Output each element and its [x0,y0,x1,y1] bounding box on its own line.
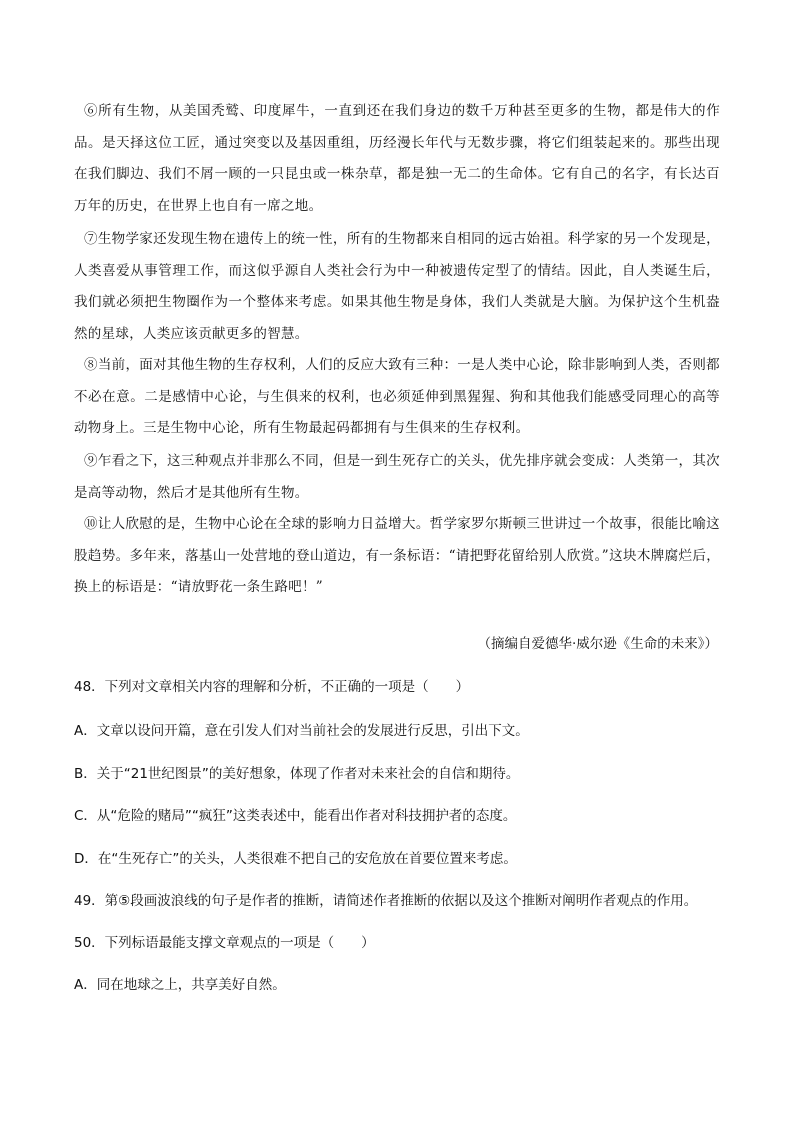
question-48: 48．下列对文章相关内容的理解和分析，不正确的一项是（ ） [74,679,470,695]
question-49: 49．第⑤段画波浪线的句子是作者的推断，请简述作者推断的依据以及这个推断对阐明作者观点的作用。 [74,893,698,909]
paragraph-9 [74,446,720,509]
paragraph-6-rest: 作品。是天择这位工匠，通过突变以及基因重组，历经漫长年代与无数步骤，将它们组装起来的。那些出现在我们脚边、我们不屑一顾的一只昆虫或一株杂草，都是独一无二的生命体。它有自己的名字，有长达百万年的历史，在世界上也自有一席之地。 [74,103,720,214]
paragraph-6 [74,96,720,222]
question-50: 50．下列标语最能支撑文章观点的一项是（ ） [74,935,375,951]
paragraph-10-first-line: ⑩让人欣慰的是，生物中心论在全球的影响力日益增大。哲学家罗尔斯顿三世讲过一个故事，很能比 [84,516,693,532]
question-48-option-c: C．从“危险的赌局”“疯狂”这类表述中，能看出作者对科技拥护者的态度。 [74,808,517,824]
paragraph-9-first-line: ⑨乍看之下，这三种观点并非那么不同，但是一到生死存亡的关头，优先排序就会变成：人类第一， [84,453,693,469]
paragraph-8 [74,350,720,445]
paragraph-6-first-line: ⑥所有生物，从美国秃鹫、印度犀牛，一直到还在我们身边的数千万种甚至更多的生物，都是伟大的 [84,103,707,119]
question-48-option-b: B．关于“21世纪图景”的美好想象，体现了作者对未来社会的自信和期待。 [74,766,520,782]
paragraph-7 [74,224,720,350]
paragraph-10 [74,509,720,604]
question-48-option-a: A．文章以设问开篇，意在引发人们对当前社会的发展进行反思，引出下文。 [74,723,529,739]
paragraph-10-rest: 喻这股趋势。多年来，落基山一处营地的登山道边，有一条标语：“请把野花留给别人欣赏。”这块木牌腐烂后，换上的标语是：“请放野花一条生路吧！” [74,516,720,596]
paragraph-8-first-line: ⑧当前，面对其他生物的生存权利，人们的反应大致有三种：一是人类中心论，除非影响到人类，否 [84,357,693,373]
paragraph-7-rest: 是，人类喜爱从事管理工作，而这似乎源自人类社会行为中一种被遗传定型了的情结。因此，自人类诞生后，我们就必须把生物圈作为一个整体来考虑。如果其他生物是身体，我们人类就是大脑。为保护这个生机盎然的星球，人类应该贡献更多的智慧。 [74,231,720,342]
paragraph-9-rest: 其次是高等动物，然后才是其他所有生物。 [74,453,720,501]
paragraph-7-first-line: ⑦生物学家还发现生物在遗传上的统一性，所有的生物都来自相同的远古始祖。科学家的另一个发现 [84,231,693,247]
question-48-option-d: D．在“生死存亡”的关头，人类很难不把自己的安危放在首要位置来考虑。 [74,851,517,867]
paragraph-8-rest: 则都不必在意。二是感情中心论，与生俱来的权利，也必须延伸到黑猩猩、狗和其他我们能感受同理心的高等动物身上。三是生物中心论，所有生物最起码都拥有与生俱来的生存权利。 [74,357,720,437]
source-citation: （摘编自爱德华·威尔逊《生命的未来》） [477,636,718,652]
question-50-option-a: A．同在地球之上，共享美好自然。 [74,977,286,993]
